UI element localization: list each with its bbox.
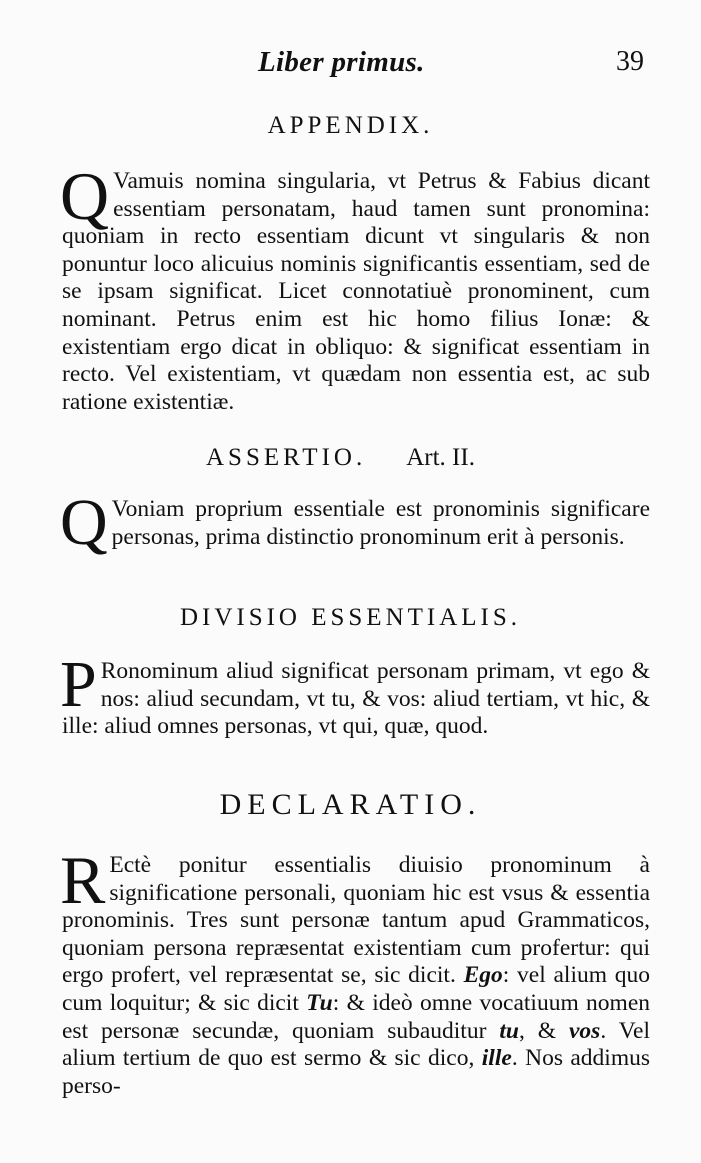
- appendix-heading: APPENDIX.: [267, 112, 434, 139]
- assertio-title: ASSERTIO.: [206, 444, 367, 471]
- assertio-text: Voniam proprium essentiale est pronominis significare personas, prima distinctio pronominum erit à personis.: [111, 496, 650, 550]
- drop-cap: Q: [60, 158, 110, 234]
- article-number: Art. II.: [406, 444, 475, 471]
- example-word: Ego: [463, 962, 503, 989]
- divisio-heading: DIVISIO ESSENTIALIS.: [179, 604, 522, 631]
- page-number: 39: [616, 46, 644, 77]
- assertio-paragraph: [60, 486, 650, 559]
- running-title: Liber primus.: [258, 46, 425, 78]
- declaratio-text: . Vel alium tertium de quo est sermo & sic dico,: [62, 1017, 651, 1072]
- declaratio-text: , &: [518, 1017, 557, 1044]
- appendix-text: Vamuis nomina singularia, vt Petrus & Fabius dicant essentiam personatam, haud tamen sunt pronomina: quoniam in recto essentiam dicunt vt singularis & non ponuntur loco alicuius nominis significantis essentiam, sed de se ipsam significat. Licet connotatiuè pronominent, cum nominant. Petrus enim est hic homo filius Ionæ: & existentiam ergo dicat in obliquo: & significat essentiam in recto. Vel existentiam, vt quædam non essentia est, ac sub ratione existentiæ.: [62, 168, 650, 415]
- example-word: tu: [499, 1017, 519, 1044]
- declaratio-text: : vel alium quo cum loquitur; & sic dicit: [62, 962, 650, 1016]
- page-header: [0, 42, 701, 82]
- declaratio-text: . Nos addimus perso-: [62, 1045, 651, 1099]
- drop-cap: Q: [60, 486, 108, 559]
- divisio-text: Ronominum aliud significat personam primam, vt ego & nos: aliud secundam, vt tu, & vos: aliud tertiam, vt hic, & ille: aliud omnes personas, vt qui, quæ, quod.: [62, 658, 650, 740]
- drop-cap: P: [60, 648, 97, 721]
- appendix-paragraph: [60, 158, 650, 416]
- drop-cap: R: [60, 842, 106, 918]
- assertio-heading: [206, 444, 475, 472]
- divisio-paragraph: [60, 648, 650, 741]
- declaratio-text: Ectè ponitur essentialis diuisio pronominum à significatione personali, quoniam hic est vsus & essentia pronominis. Tres sunt personæ tantum apud Grammaticos, quoniam persona repræsentat existentiam cum profertur: qui ergo profert, vel repræsentat se, sic dicit.: [62, 852, 650, 989]
- example-word: Tu: [306, 989, 333, 1016]
- declaratio-heading: DECLARATIO.: [219, 788, 482, 821]
- declaratio-paragraph: [60, 842, 651, 1100]
- declaratio-text: : & ideò omne vocatiuum nomen est personæ secundæ, quoniam subauditur: [62, 989, 651, 1044]
- example-word: vos: [568, 1017, 601, 1044]
- example-word: ille: [481, 1045, 512, 1072]
